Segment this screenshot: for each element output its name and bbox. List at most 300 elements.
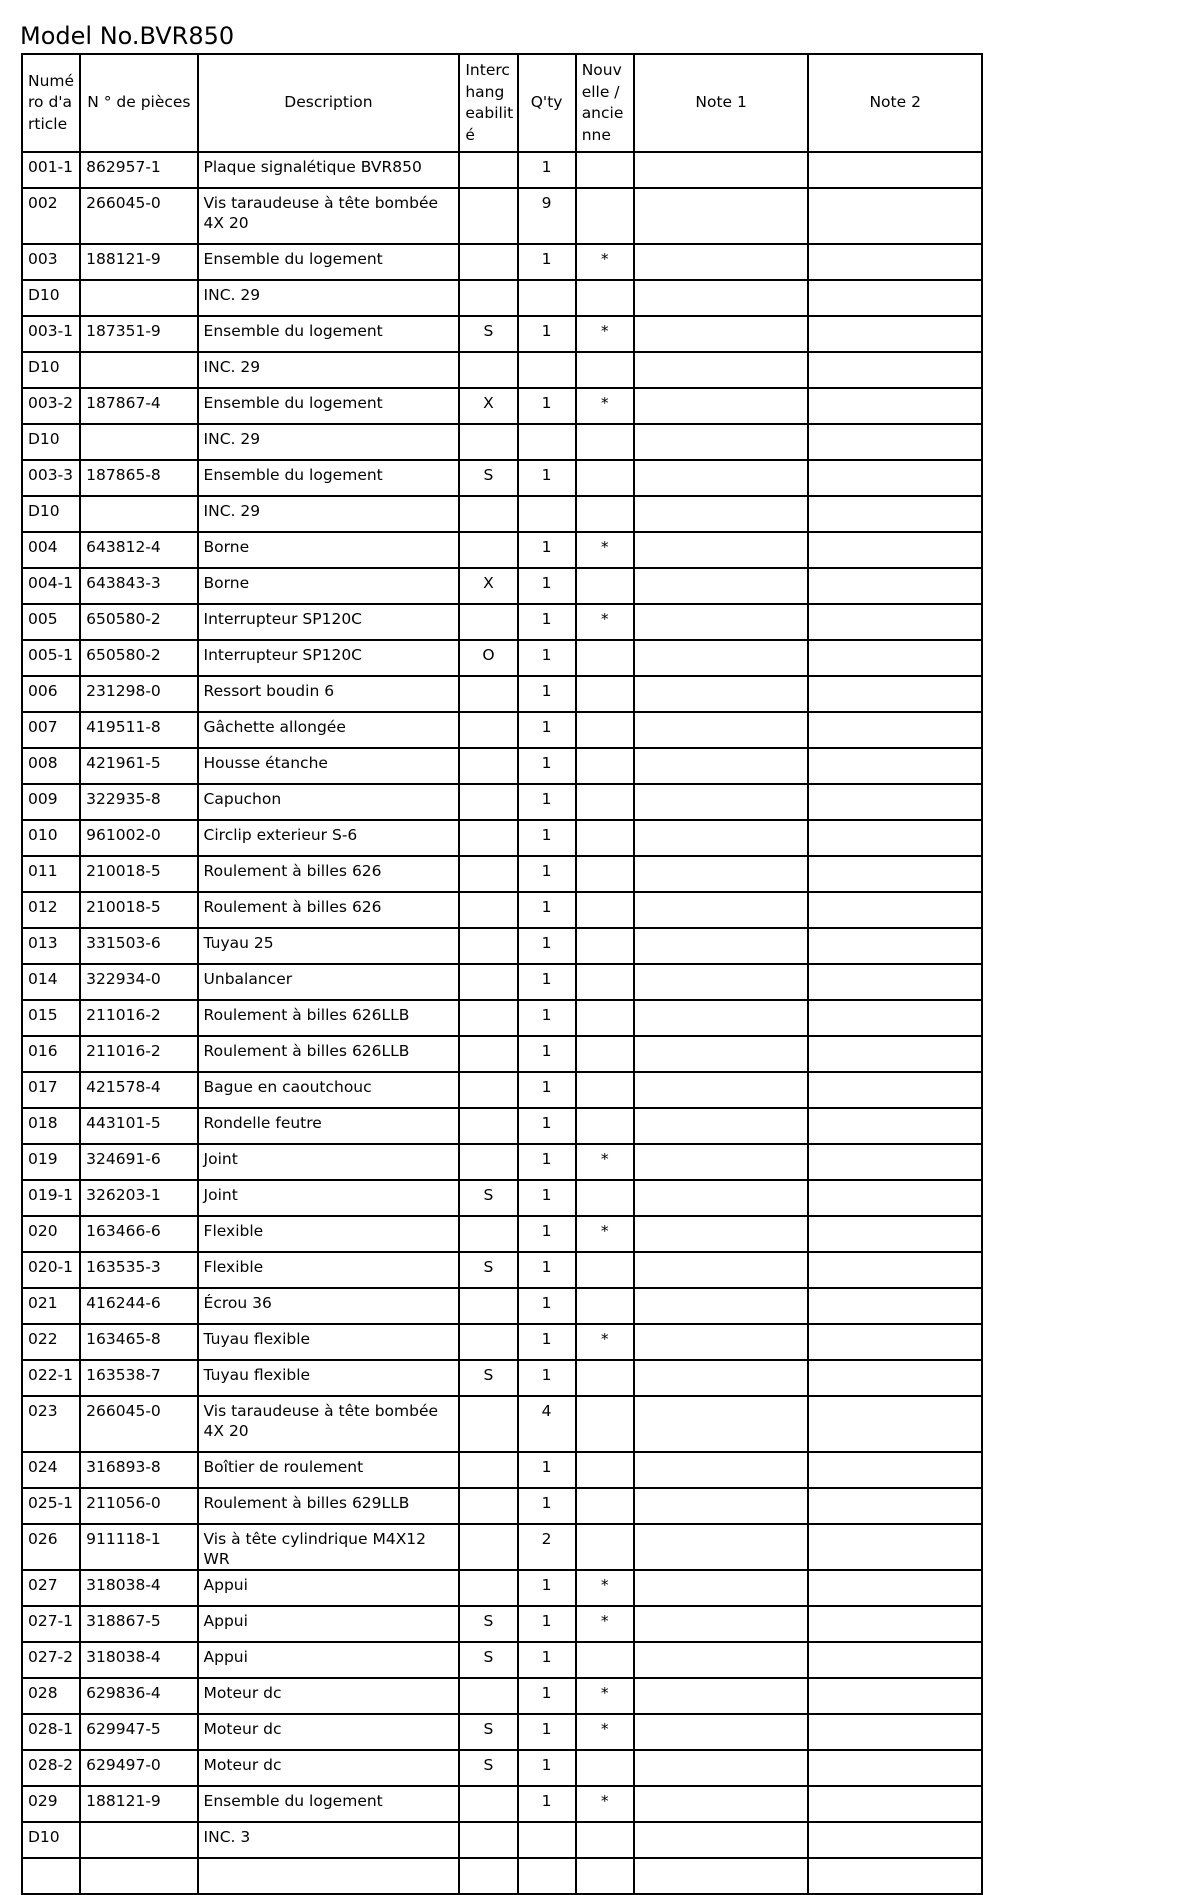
- table-row: [22, 1360, 982, 1396]
- cell-part-no: 322934-0: [80, 964, 197, 1000]
- cell-note-1: [634, 424, 809, 460]
- cell-part-no: 324691-6: [80, 1144, 197, 1180]
- parts-table: [21, 53, 983, 1895]
- cell-description: Capuchon: [198, 784, 460, 820]
- table-row: [22, 1180, 982, 1216]
- table-row: [22, 1252, 982, 1288]
- cell-description: INC. 29: [198, 424, 460, 460]
- cell-interchangeability: [459, 1452, 517, 1488]
- table-row: [22, 820, 982, 856]
- cell-description: Roulement à billes 626: [198, 856, 460, 892]
- cell-item-no: 023: [22, 1396, 80, 1452]
- table-row: [22, 928, 982, 964]
- cell-description: Roulement à billes 626: [198, 892, 460, 928]
- cell-note-1: [634, 1858, 809, 1894]
- cell-description: Roulement à billes 626LLB: [198, 1000, 460, 1036]
- cell-item-no: 022: [22, 1324, 80, 1360]
- cell-description: INC. 29: [198, 496, 460, 532]
- cell-new-old: *: [576, 1606, 634, 1642]
- cell-description: Unbalancer: [198, 964, 460, 1000]
- cell-note-1: [634, 748, 809, 784]
- table-row: [22, 1570, 982, 1606]
- cell-new-old: *: [576, 1678, 634, 1714]
- cell-note-2: [808, 1072, 982, 1108]
- cell-note-2: [808, 1036, 982, 1072]
- cell-new-old: [576, 1288, 634, 1324]
- cell-note-1: [634, 1488, 809, 1524]
- cell-item-no: 014: [22, 964, 80, 1000]
- cell-interchangeability: X: [459, 568, 517, 604]
- header-new-old: Nouv elle / ancie nne: [576, 54, 634, 152]
- cell-qty: 1: [518, 316, 576, 352]
- cell-new-old: [576, 568, 634, 604]
- cell-new-old: [576, 1750, 634, 1786]
- cell-qty: [518, 280, 576, 316]
- cell-interchangeability: [459, 1108, 517, 1144]
- cell-interchangeability: [459, 352, 517, 388]
- cell-note-1: [634, 1570, 809, 1606]
- cell-note-2: [808, 1714, 982, 1750]
- cell-part-no: 331503-6: [80, 928, 197, 964]
- cell-note-2: [808, 964, 982, 1000]
- cell-note-2: [808, 1180, 982, 1216]
- cell-interchangeability: [459, 1488, 517, 1524]
- table-row: [22, 1642, 982, 1678]
- table-row: [22, 640, 982, 676]
- cell-interchangeability: [459, 676, 517, 712]
- cell-item-no: 028-1: [22, 1714, 80, 1750]
- cell-note-2: [808, 532, 982, 568]
- cell-new-old: [576, 1396, 634, 1452]
- cell-new-old: [576, 1858, 634, 1894]
- table-row: [22, 712, 982, 748]
- cell-item-no: 010: [22, 820, 80, 856]
- cell-description: Joint: [198, 1180, 460, 1216]
- cell-note-2: [808, 1144, 982, 1180]
- cell-part-no: 266045-0: [80, 1396, 197, 1452]
- cell-qty: 1: [518, 244, 576, 280]
- cell-note-2: [808, 352, 982, 388]
- cell-part-no: 163538-7: [80, 1360, 197, 1396]
- table-row: [22, 1750, 982, 1786]
- cell-note-1: [634, 820, 809, 856]
- cell-note-1: [634, 712, 809, 748]
- cell-description: Rondelle feutre: [198, 1108, 460, 1144]
- cell-description: Ensemble du logement: [198, 244, 460, 280]
- cell-interchangeability: [459, 1072, 517, 1108]
- table-row: [22, 856, 982, 892]
- cell-description: Ensemble du logement: [198, 1786, 460, 1822]
- cell-new-old: [576, 1524, 634, 1570]
- cell-note-1: [634, 640, 809, 676]
- cell-description: Tuyau flexible: [198, 1324, 460, 1360]
- cell-part-no: 231298-0: [80, 676, 197, 712]
- table-row: [22, 152, 982, 188]
- cell-interchangeability: [459, 1288, 517, 1324]
- cell-part-no: 318867-5: [80, 1606, 197, 1642]
- table-row: [22, 1216, 982, 1252]
- cell-interchangeability: [459, 424, 517, 460]
- cell-part-no: 211016-2: [80, 1036, 197, 1072]
- cell-item-no: 024: [22, 1452, 80, 1488]
- cell-note-2: [808, 1678, 982, 1714]
- cell-description: Appui: [198, 1642, 460, 1678]
- cell-description: Tuyau 25: [198, 928, 460, 964]
- cell-interchangeability: [459, 892, 517, 928]
- table-row: [22, 1000, 982, 1036]
- cell-qty: [518, 352, 576, 388]
- cell-item-no: 003-3: [22, 460, 80, 496]
- cell-description: Appui: [198, 1570, 460, 1606]
- header-item-no: Numé ro d'a rticle: [22, 54, 80, 152]
- cell-note-1: [634, 1606, 809, 1642]
- cell-part-no: 316893-8: [80, 1452, 197, 1488]
- cell-item-no: 002: [22, 188, 80, 244]
- cell-description: Flexible: [198, 1252, 460, 1288]
- cell-part-no: 421578-4: [80, 1072, 197, 1108]
- cell-interchangeability: [459, 496, 517, 532]
- cell-description: Boîtier de roulement: [198, 1452, 460, 1488]
- cell-qty: 1: [518, 1606, 576, 1642]
- cell-new-old: [576, 1072, 634, 1108]
- cell-new-old: *: [576, 388, 634, 424]
- cell-qty: 1: [518, 1288, 576, 1324]
- cell-note-2: [808, 1786, 982, 1822]
- cell-description: Interrupteur SP120C: [198, 640, 460, 676]
- cell-interchangeability: X: [459, 388, 517, 424]
- cell-qty: 1: [518, 1570, 576, 1606]
- table-row: [22, 1606, 982, 1642]
- table-row: [22, 568, 982, 604]
- table-row: [22, 532, 982, 568]
- cell-note-2: [808, 1606, 982, 1642]
- header-part-no: N ° de pièces: [80, 54, 197, 152]
- cell-note-1: [634, 532, 809, 568]
- cell-part-no: 629947-5: [80, 1714, 197, 1750]
- table-row: [22, 1144, 982, 1180]
- cell-interchangeability: [459, 820, 517, 856]
- cell-part-no: 629497-0: [80, 1750, 197, 1786]
- cell-note-1: [634, 604, 809, 640]
- table-row: [22, 1678, 982, 1714]
- cell-interchangeability: [459, 1216, 517, 1252]
- cell-note-1: [634, 280, 809, 316]
- cell-qty: 1: [518, 1488, 576, 1524]
- cell-qty: [518, 496, 576, 532]
- cell-description: Borne: [198, 568, 460, 604]
- cell-part-no: 643812-4: [80, 532, 197, 568]
- table-row: [22, 1858, 982, 1894]
- cell-item-no: 028: [22, 1678, 80, 1714]
- cell-item-no: 003-2: [22, 388, 80, 424]
- cell-description: Borne: [198, 532, 460, 568]
- cell-note-1: [634, 928, 809, 964]
- cell-item-no: 019: [22, 1144, 80, 1180]
- cell-part-no: 421961-5: [80, 748, 197, 784]
- cell-part-no: 211016-2: [80, 1000, 197, 1036]
- cell-note-1: [634, 1714, 809, 1750]
- cell-interchangeability: [459, 964, 517, 1000]
- cell-part-no: 163535-3: [80, 1252, 197, 1288]
- cell-interchangeability: [459, 604, 517, 640]
- cell-note-2: [808, 152, 982, 188]
- table-row: [22, 1786, 982, 1822]
- cell-note-2: [808, 424, 982, 460]
- cell-note-1: [634, 1750, 809, 1786]
- cell-item-no: 020-1: [22, 1252, 80, 1288]
- cell-new-old: [576, 784, 634, 820]
- cell-interchangeability: [459, 712, 517, 748]
- cell-description: Vis à tête cylindrique M4X12 WR: [198, 1524, 460, 1570]
- cell-new-old: [576, 1108, 634, 1144]
- cell-qty: 1: [518, 856, 576, 892]
- cell-qty: 1: [518, 1452, 576, 1488]
- cell-new-old: [576, 820, 634, 856]
- cell-item-no: 021: [22, 1288, 80, 1324]
- cell-description: Appui: [198, 1606, 460, 1642]
- cell-qty: 1: [518, 532, 576, 568]
- cell-description: Joint: [198, 1144, 460, 1180]
- table-row: [22, 1108, 982, 1144]
- cell-item-no: D10: [22, 496, 80, 532]
- cell-qty: 1: [518, 1144, 576, 1180]
- cell-interchangeability: [459, 1858, 517, 1894]
- cell-new-old: *: [576, 1570, 634, 1606]
- cell-interchangeability: S: [459, 1180, 517, 1216]
- cell-part-no: 416244-6: [80, 1288, 197, 1324]
- cell-qty: 1: [518, 1678, 576, 1714]
- table-row: [22, 1488, 982, 1524]
- cell-item-no: D10: [22, 352, 80, 388]
- cell-qty: 1: [518, 1714, 576, 1750]
- cell-note-1: [634, 1252, 809, 1288]
- cell-note-2: [808, 568, 982, 604]
- cell-item-no: D10: [22, 1822, 80, 1858]
- cell-qty: 1: [518, 460, 576, 496]
- cell-note-2: [808, 928, 982, 964]
- cell-part-no: 419511-8: [80, 712, 197, 748]
- cell-new-old: *: [576, 1786, 634, 1822]
- table-row: [22, 388, 982, 424]
- cell-item-no: 005-1: [22, 640, 80, 676]
- cell-note-1: [634, 1072, 809, 1108]
- table-row: [22, 1288, 982, 1324]
- table-row: [22, 676, 982, 712]
- cell-description: Vis taraudeuse à tête bombée 4X 20: [198, 1396, 460, 1452]
- cell-new-old: [576, 1036, 634, 1072]
- cell-part-no: 443101-5: [80, 1108, 197, 1144]
- cell-new-old: [576, 352, 634, 388]
- cell-qty: 1: [518, 1072, 576, 1108]
- cell-new-old: *: [576, 1714, 634, 1750]
- cell-note-1: [634, 1642, 809, 1678]
- cell-description: Ensemble du logement: [198, 388, 460, 424]
- cell-note-2: [808, 1642, 982, 1678]
- cell-new-old: [576, 712, 634, 748]
- cell-note-1: [634, 676, 809, 712]
- cell-interchangeability: [459, 1786, 517, 1822]
- cell-note-2: [808, 1396, 982, 1452]
- cell-note-2: [808, 820, 982, 856]
- cell-note-2: [808, 1822, 982, 1858]
- cell-note-1: [634, 1452, 809, 1488]
- cell-part-no: 210018-5: [80, 892, 197, 928]
- table-header-row: [22, 54, 982, 152]
- cell-interchangeability: [459, 1570, 517, 1606]
- cell-description: Ressort boudin 6: [198, 676, 460, 712]
- cell-interchangeability: [459, 1678, 517, 1714]
- cell-part-no: 163466-6: [80, 1216, 197, 1252]
- header-qty: Q'ty: [518, 54, 576, 152]
- table-row: [22, 1396, 982, 1452]
- cell-part-no: 911118-1: [80, 1524, 197, 1570]
- cell-interchangeability: S: [459, 1714, 517, 1750]
- cell-interchangeability: [459, 1822, 517, 1858]
- table-row: [22, 1452, 982, 1488]
- cell-description: Flexible: [198, 1216, 460, 1252]
- table-row: [22, 1714, 982, 1750]
- page-title: Model No.BVR850: [20, 22, 235, 50]
- cell-qty: 1: [518, 1180, 576, 1216]
- cell-interchangeability: [459, 532, 517, 568]
- cell-part-no: 318038-4: [80, 1642, 197, 1678]
- cell-qty: 1: [518, 604, 576, 640]
- cell-interchangeability: S: [459, 1252, 517, 1288]
- table-row: [22, 1072, 982, 1108]
- cell-note-1: [634, 1396, 809, 1452]
- cell-description: Tuyau flexible: [198, 1360, 460, 1396]
- cell-note-2: [808, 604, 982, 640]
- cell-qty: [518, 1858, 576, 1894]
- cell-qty: 1: [518, 928, 576, 964]
- table-row: [22, 748, 982, 784]
- cell-note-1: [634, 1786, 809, 1822]
- cell-note-1: [634, 1108, 809, 1144]
- cell-note-2: [808, 388, 982, 424]
- table-row: [22, 280, 982, 316]
- cell-item-no: 028-2: [22, 1750, 80, 1786]
- cell-interchangeability: S: [459, 316, 517, 352]
- cell-part-no: 187351-9: [80, 316, 197, 352]
- cell-description: Ensemble du logement: [198, 460, 460, 496]
- cell-note-2: [808, 1452, 982, 1488]
- cell-item-no: 011: [22, 856, 80, 892]
- cell-new-old: [576, 1642, 634, 1678]
- cell-description: Gâchette allongée: [198, 712, 460, 748]
- cell-note-2: [808, 496, 982, 532]
- cell-note-1: [634, 856, 809, 892]
- cell-note-1: [634, 152, 809, 188]
- cell-note-1: [634, 244, 809, 280]
- cell-new-old: [576, 856, 634, 892]
- cell-new-old: *: [576, 1216, 634, 1252]
- table-row: [22, 892, 982, 928]
- cell-new-old: [576, 1822, 634, 1858]
- table-row: [22, 1822, 982, 1858]
- cell-qty: 1: [518, 676, 576, 712]
- cell-item-no: 025-1: [22, 1488, 80, 1524]
- cell-note-2: [808, 1360, 982, 1396]
- cell-note-2: [808, 1288, 982, 1324]
- cell-note-2: [808, 1252, 982, 1288]
- cell-item-no: 019-1: [22, 1180, 80, 1216]
- cell-interchangeability: [459, 748, 517, 784]
- cell-note-1: [634, 352, 809, 388]
- cell-note-2: [808, 748, 982, 784]
- cell-interchangeability: S: [459, 460, 517, 496]
- cell-item-no: 003: [22, 244, 80, 280]
- cell-description: INC. 29: [198, 280, 460, 316]
- cell-part-no: [80, 496, 197, 532]
- cell-new-old: [576, 1360, 634, 1396]
- cell-qty: 1: [518, 1786, 576, 1822]
- cell-note-1: [634, 568, 809, 604]
- cell-description: Plaque signalétique BVR850: [198, 152, 460, 188]
- cell-interchangeability: [459, 244, 517, 280]
- cell-description: Interrupteur SP120C: [198, 604, 460, 640]
- cell-item-no: 017: [22, 1072, 80, 1108]
- cell-item-no: 009: [22, 784, 80, 820]
- cell-description: Roulement à billes 629LLB: [198, 1488, 460, 1524]
- cell-interchangeability: [459, 152, 517, 188]
- cell-note-1: [634, 316, 809, 352]
- cell-new-old: *: [576, 244, 634, 280]
- cell-note-1: [634, 1324, 809, 1360]
- cell-part-no: 211056-0: [80, 1488, 197, 1524]
- cell-note-2: [808, 1570, 982, 1606]
- cell-part-no: 187865-8: [80, 460, 197, 496]
- cell-description: Ensemble du logement: [198, 316, 460, 352]
- cell-description: Moteur dc: [198, 1714, 460, 1750]
- cell-interchangeability: O: [459, 640, 517, 676]
- cell-part-no: 188121-9: [80, 1786, 197, 1822]
- cell-note-1: [634, 460, 809, 496]
- cell-qty: 1: [518, 784, 576, 820]
- cell-item-no: 022-1: [22, 1360, 80, 1396]
- cell-note-2: [808, 1000, 982, 1036]
- cell-qty: 4: [518, 1396, 576, 1452]
- cell-part-no: 326203-1: [80, 1180, 197, 1216]
- cell-qty: 1: [518, 1108, 576, 1144]
- cell-part-no: [80, 1822, 197, 1858]
- cell-note-1: [634, 1144, 809, 1180]
- table-row: [22, 1036, 982, 1072]
- cell-part-no: 650580-2: [80, 604, 197, 640]
- cell-note-1: [634, 1288, 809, 1324]
- cell-description: Moteur dc: [198, 1678, 460, 1714]
- cell-note-1: [634, 1678, 809, 1714]
- cell-note-1: [634, 1360, 809, 1396]
- cell-part-no: 629836-4: [80, 1678, 197, 1714]
- cell-description: Housse étanche: [198, 748, 460, 784]
- cell-interchangeability: S: [459, 1750, 517, 1786]
- cell-note-1: [634, 1822, 809, 1858]
- table-row: [22, 1524, 982, 1570]
- cell-note-1: [634, 964, 809, 1000]
- cell-part-no: 318038-4: [80, 1570, 197, 1606]
- cell-qty: 9: [518, 188, 576, 244]
- cell-new-old: *: [576, 532, 634, 568]
- cell-note-1: [634, 892, 809, 928]
- cell-part-no: 266045-0: [80, 188, 197, 244]
- cell-note-1: [634, 1180, 809, 1216]
- table-row: [22, 244, 982, 280]
- table-row: [22, 784, 982, 820]
- cell-new-old: *: [576, 604, 634, 640]
- cell-description: Roulement à billes 626LLB: [198, 1036, 460, 1072]
- cell-description: Circlip exterieur S-6: [198, 820, 460, 856]
- cell-qty: 1: [518, 1252, 576, 1288]
